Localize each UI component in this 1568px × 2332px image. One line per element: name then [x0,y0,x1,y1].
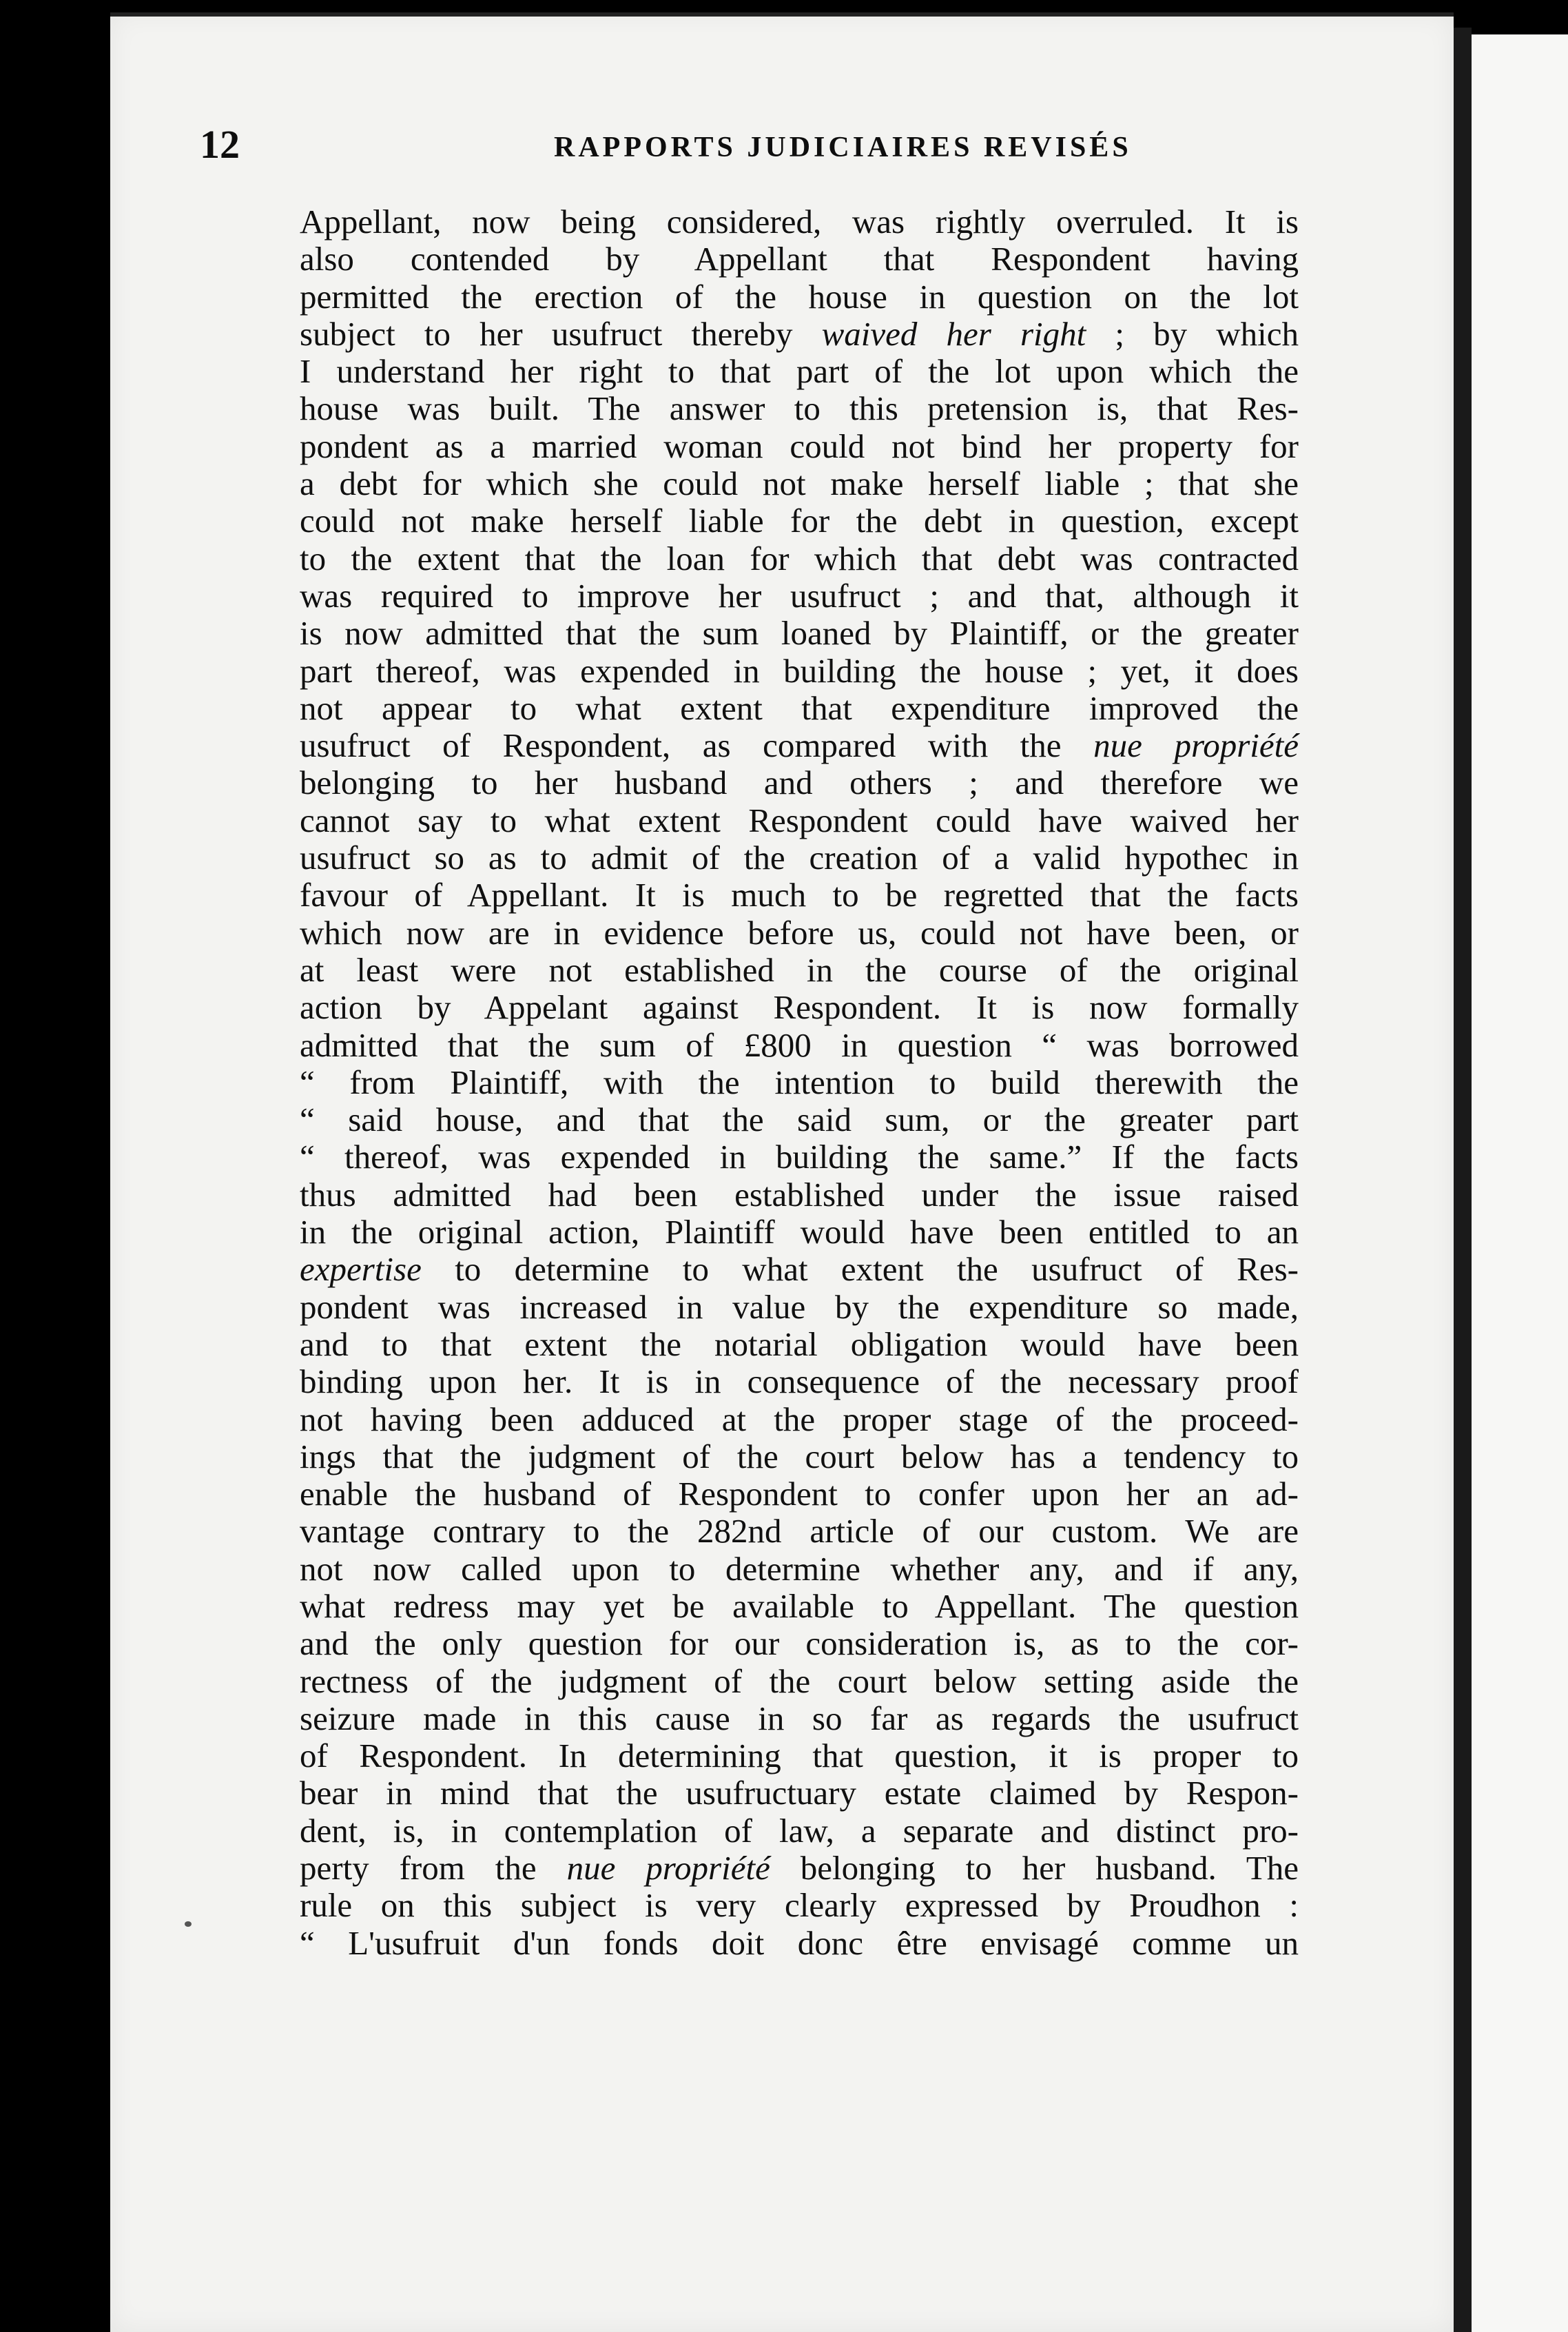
text-segment: also contended by Appellant that Respondent having [300,240,1299,278]
text-segment: not now called upon to determine whether any, and if any, [300,1549,1299,1588]
text-segment: belonging to her husband. The [770,1849,1299,1888]
text-line [300,502,1299,540]
text-line [300,241,1299,278]
page-number: 12 [200,122,240,167]
text-segment: at least were not established in the course of the original [300,950,1299,989]
book-gutter [1454,28,1472,2332]
text-segment: permitted the erection of the house in question on the lot [300,277,1299,316]
text-line [300,877,1299,914]
italic-text: expertise [300,1250,422,1289]
text-segment: of Respondent. In determining that question, it is proper to [300,1737,1299,1775]
text-line [300,839,1299,877]
text-segment: rectness of the judgment of the court below setting aside the [300,1661,1299,1700]
text-segment: house was built. The answer to this pretension is, that Res- [300,389,1299,428]
text-segment: what redress may yet be available to Appellant. The question [300,1586,1299,1625]
text-segment: and the only question for our consideration is, as to the cor- [300,1624,1299,1663]
text-line [300,1737,1299,1774]
text-segment: “ L'usufruit d'un fonds doit donc être envisagé comme un [300,1923,1299,1962]
text-line [300,1475,1299,1513]
text-segment: to determine to what extent the usufruct of Res- [421,1250,1299,1289]
text-segment: is now admitted that the sum loaned by Plaintiff, or the greater [300,614,1299,653]
text-line [300,1064,1299,1101]
text-segment: binding upon her. It is in consequence of the necessary proof [300,1362,1299,1401]
text-segment: thus admitted had been established under the issue raised [300,1175,1299,1214]
text-line [300,690,1299,727]
text-line [300,1700,1299,1737]
italic-text: nue propriété [566,1849,770,1888]
text-segment: belonging to her husband and others ; and therefore we [300,764,1299,802]
text-line [300,989,1299,1026]
text-segment: ings that the judgment of the court below has a tendency to [300,1437,1299,1475]
text-segment: enable the husband of Respondent to confer upon her an ad- [300,1475,1299,1513]
text-segment: ; by which [1086,314,1299,353]
text-segment: not appear to what extent that expenditure improved the [300,688,1299,727]
text-line [300,727,1299,764]
text-line [300,577,1299,615]
scan-speck [185,1921,192,1927]
text-line [300,1551,1299,1588]
text-segment: could not make herself liable for the debt in question, except [300,502,1299,540]
text-line [300,1251,1299,1288]
text-segment: action by Appelant against Respondent. It is now formally [300,988,1299,1027]
text-line [300,615,1299,652]
text-segment: seizure made in this cause in so far as regards the usufruct [300,1699,1299,1737]
text-segment: “ thereof, was expended in building the same.” If the facts [300,1138,1299,1176]
text-line [300,390,1299,427]
text-segment: perty from the [300,1849,567,1888]
scan-left-margin [0,0,110,2332]
text-segment: favour of Appellant. It is much to be regretted that the facts [300,876,1299,914]
text-segment: usufruct of Respondent, as compared with the [300,726,1094,765]
text-line [300,1663,1299,1700]
text-segment: pondent as a married woman could not bind her property for [300,427,1299,465]
text-line [300,1850,1299,1887]
text-line [300,1138,1299,1176]
text-segment: bear in mind that the usufructuary estate claimed by Respon- [300,1774,1299,1812]
text-line [300,540,1299,577]
adjacent-page-edge [1472,34,1568,2332]
text-line [300,653,1299,690]
text-segment: usufruct so as to admit of the creation of a valid hypothec in [300,839,1299,877]
text-segment: “ said house, and that the said sum, or the greater part [300,1101,1299,1139]
text-line [300,1513,1299,1550]
text-segment: rule on this subject is very clearly expressed by Proudhon : [300,1886,1299,1925]
text-segment: cannot say to what extent Respondent could have waived her [300,801,1299,839]
text-line [300,1588,1299,1625]
text-segment: dent, is, in contemplation of law, a separate and distinct pro- [300,1811,1299,1850]
text-line [300,1101,1299,1138]
text-segment: not having been adduced at the proper stage of the proceed- [300,1400,1299,1438]
text-line [300,353,1299,390]
text-line [300,1438,1299,1475]
text-line [300,1363,1299,1400]
text-line [300,764,1299,801]
text-line [300,1925,1299,1962]
text-segment: to the extent that the loan for which that debt was contracted [300,539,1299,577]
text-line [300,802,1299,839]
text-line [300,1326,1299,1363]
text-line [300,1027,1299,1064]
text-line [300,952,1299,989]
text-segment: a debt for which she could not make herself liable ; that she [300,464,1299,503]
text-segment: in the original action, Plaintiff would have been entitled to an [300,1213,1299,1251]
text-segment: Appellant, now being considered, was rightly overruled. It is [300,203,1299,241]
text-segment: and to that extent the notarial obligation would have been [300,1324,1299,1363]
text-line [300,1176,1299,1214]
body-text [300,203,1299,1962]
text-segment: pondent was increased in value by the expenditure so made, [300,1287,1299,1326]
text-segment: part thereof, was expended in building the house ; yet, it does [300,651,1299,690]
text-segment: I understand her right to that part of the lot upon which the [300,352,1299,391]
text-line [300,1887,1299,1924]
text-segment: vantage contrary to the 282nd article of our custom. We are [300,1512,1299,1551]
text-segment: which now are in evidence before us, could not have been, or [300,913,1299,952]
text-segment: “ from Plaintiff, with the intention to build therewith the [300,1063,1299,1101]
text-segment: was required to improve her usufruct ; and that, although it [300,576,1299,615]
text-line [300,1625,1299,1662]
text-segment: subject to her usufruct thereby [300,314,822,353]
text-segment: admitted that the sum of £800 in question “ was borrowed [300,1025,1299,1064]
text-line [300,465,1299,502]
page-top-edge [110,12,1454,17]
text-line [300,1774,1299,1812]
text-line [300,914,1299,952]
text-line [300,316,1299,353]
text-line [300,428,1299,465]
running-head: RAPPORTS JUDICIAIRES REVISÉS [554,132,1132,163]
text-line [300,278,1299,316]
text-line [300,1214,1299,1251]
text-line [300,1289,1299,1326]
text-line [300,203,1299,241]
page-header [200,121,1132,183]
italic-text: nue propriété [1093,726,1299,765]
text-line [300,1401,1299,1438]
italic-text: waived her right [821,314,1086,353]
text-line [300,1812,1299,1850]
